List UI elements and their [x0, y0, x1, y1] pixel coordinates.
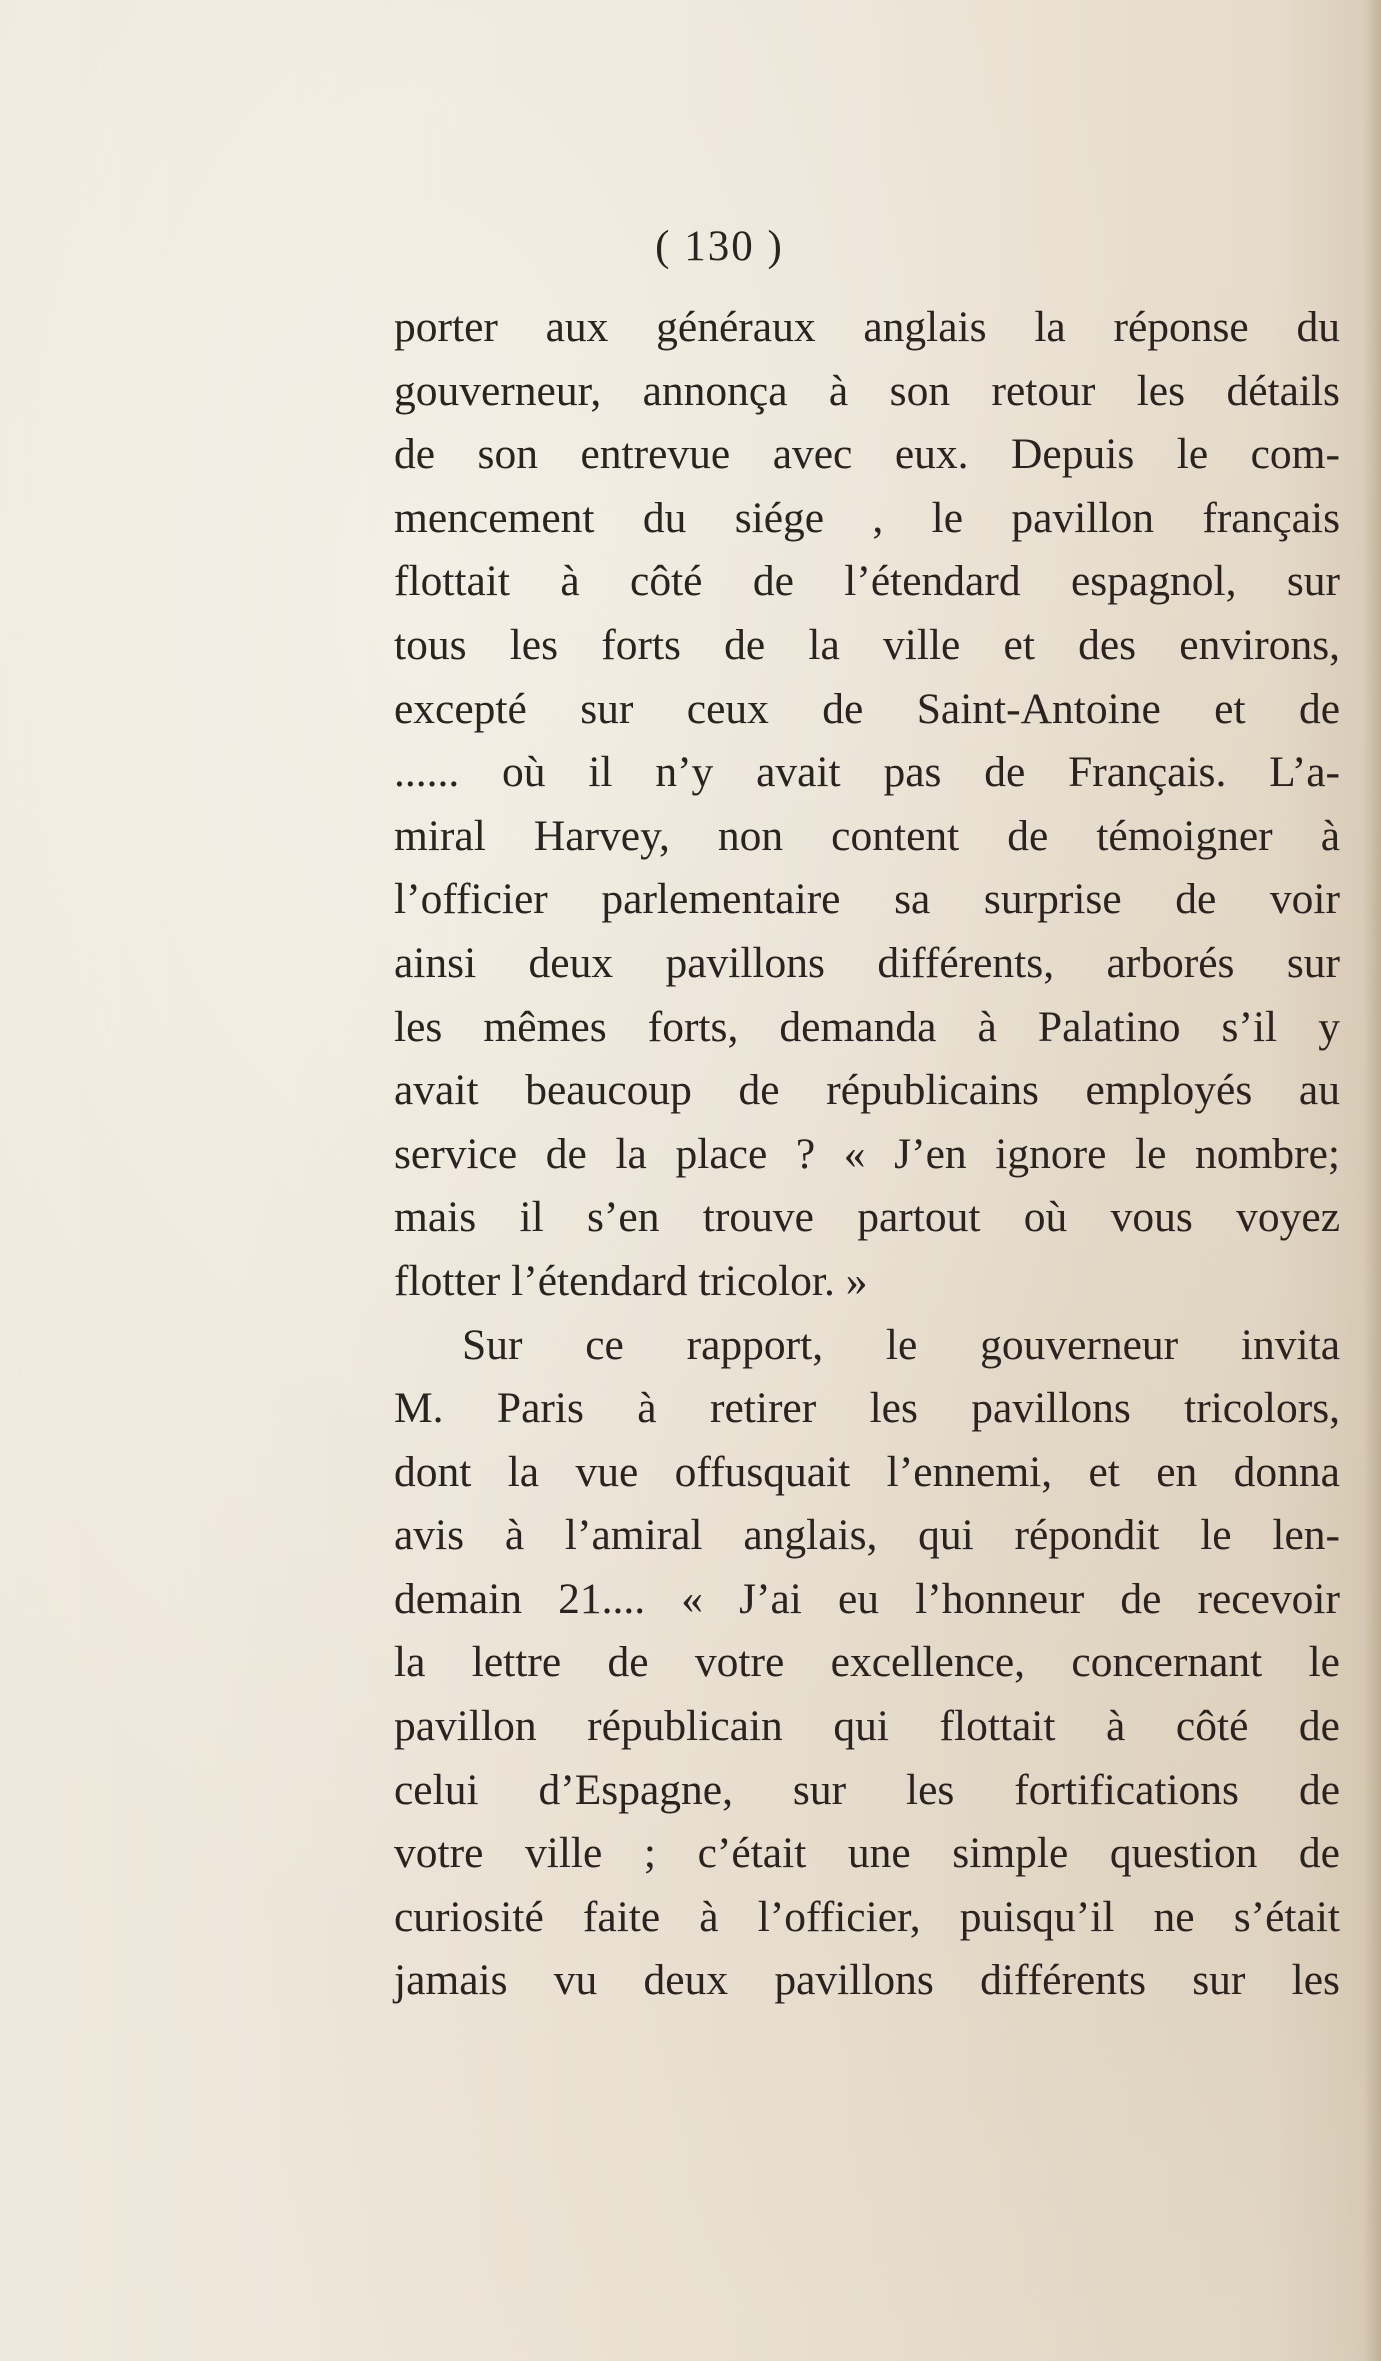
text-line: flottait à côté de l’étendard espagnol, sur: [394, 557, 1340, 606]
text-line: miral Harvey, non content de témoigner à: [394, 811, 1340, 860]
text-line: service de la place ? « J’en ignore le nombre;: [394, 1129, 1340, 1178]
page-edge-shadow: [1363, 0, 1381, 2361]
text-line: mais il s’en trouve partout où vous voyez: [394, 1193, 1340, 1242]
text-line: gouverneur, annonça à son retour les détails: [394, 366, 1340, 415]
text-line: tous les forts de la ville et des environs,: [394, 620, 1340, 669]
text-line: la lettre de votre excellence, concernant le: [394, 1638, 1340, 1687]
text-line: pavillon républicain qui flottait à côté de: [394, 1702, 1340, 1751]
text-line: avait beaucoup de républicains employés au: [394, 1066, 1340, 1115]
body-text: [394, 296, 1340, 2013]
text-line: dont la vue offusquait l’ennemi, et en donna: [394, 1447, 1340, 1496]
text-line: mencement du siége , le pavillon français: [394, 493, 1340, 542]
text-line: porter aux généraux anglais la réponse du: [394, 303, 1340, 351]
text-line: votre ville ; c’était une simple question de: [394, 1829, 1340, 1878]
text-line: ainsi deux pavillons différents, arborés sur: [394, 938, 1340, 987]
text-line: ...... où il n’y avait pas de Français. L’a-: [394, 748, 1340, 797]
text-line: de son entrevue avec eux. Depuis le com-: [394, 430, 1340, 479]
text-line: curiosité faite à l’officier, puisqu’il ne s’était: [394, 1892, 1340, 1941]
text-line: celui d’Espagne, sur les fortifications de: [394, 1765, 1340, 1814]
text-line: avis à l’amiral anglais, qui répondit le len-: [394, 1511, 1340, 1560]
text-line: M. Paris à retirer les pavillons tricolors,: [394, 1384, 1340, 1433]
text-line: flotter l’étendard tricolor. »: [394, 1256, 868, 1305]
text-line: excepté sur ceux de Saint-Antoine et de: [394, 684, 1340, 733]
text-line: les mêmes forts, demanda à Palatino s’il y: [394, 1002, 1340, 1051]
text-line: demain 21.... « J’ai eu l’honneur de recevoir: [394, 1574, 1340, 1623]
page-number: ( 130 ): [655, 223, 784, 270]
text-line: l’officier parlementaire sa surprise de voir: [394, 875, 1340, 924]
text-line: Sur ce rapport, le gouverneur invita: [462, 1320, 1340, 1369]
text-line: jamais vu deux pavillons différents sur les: [394, 1956, 1340, 2005]
